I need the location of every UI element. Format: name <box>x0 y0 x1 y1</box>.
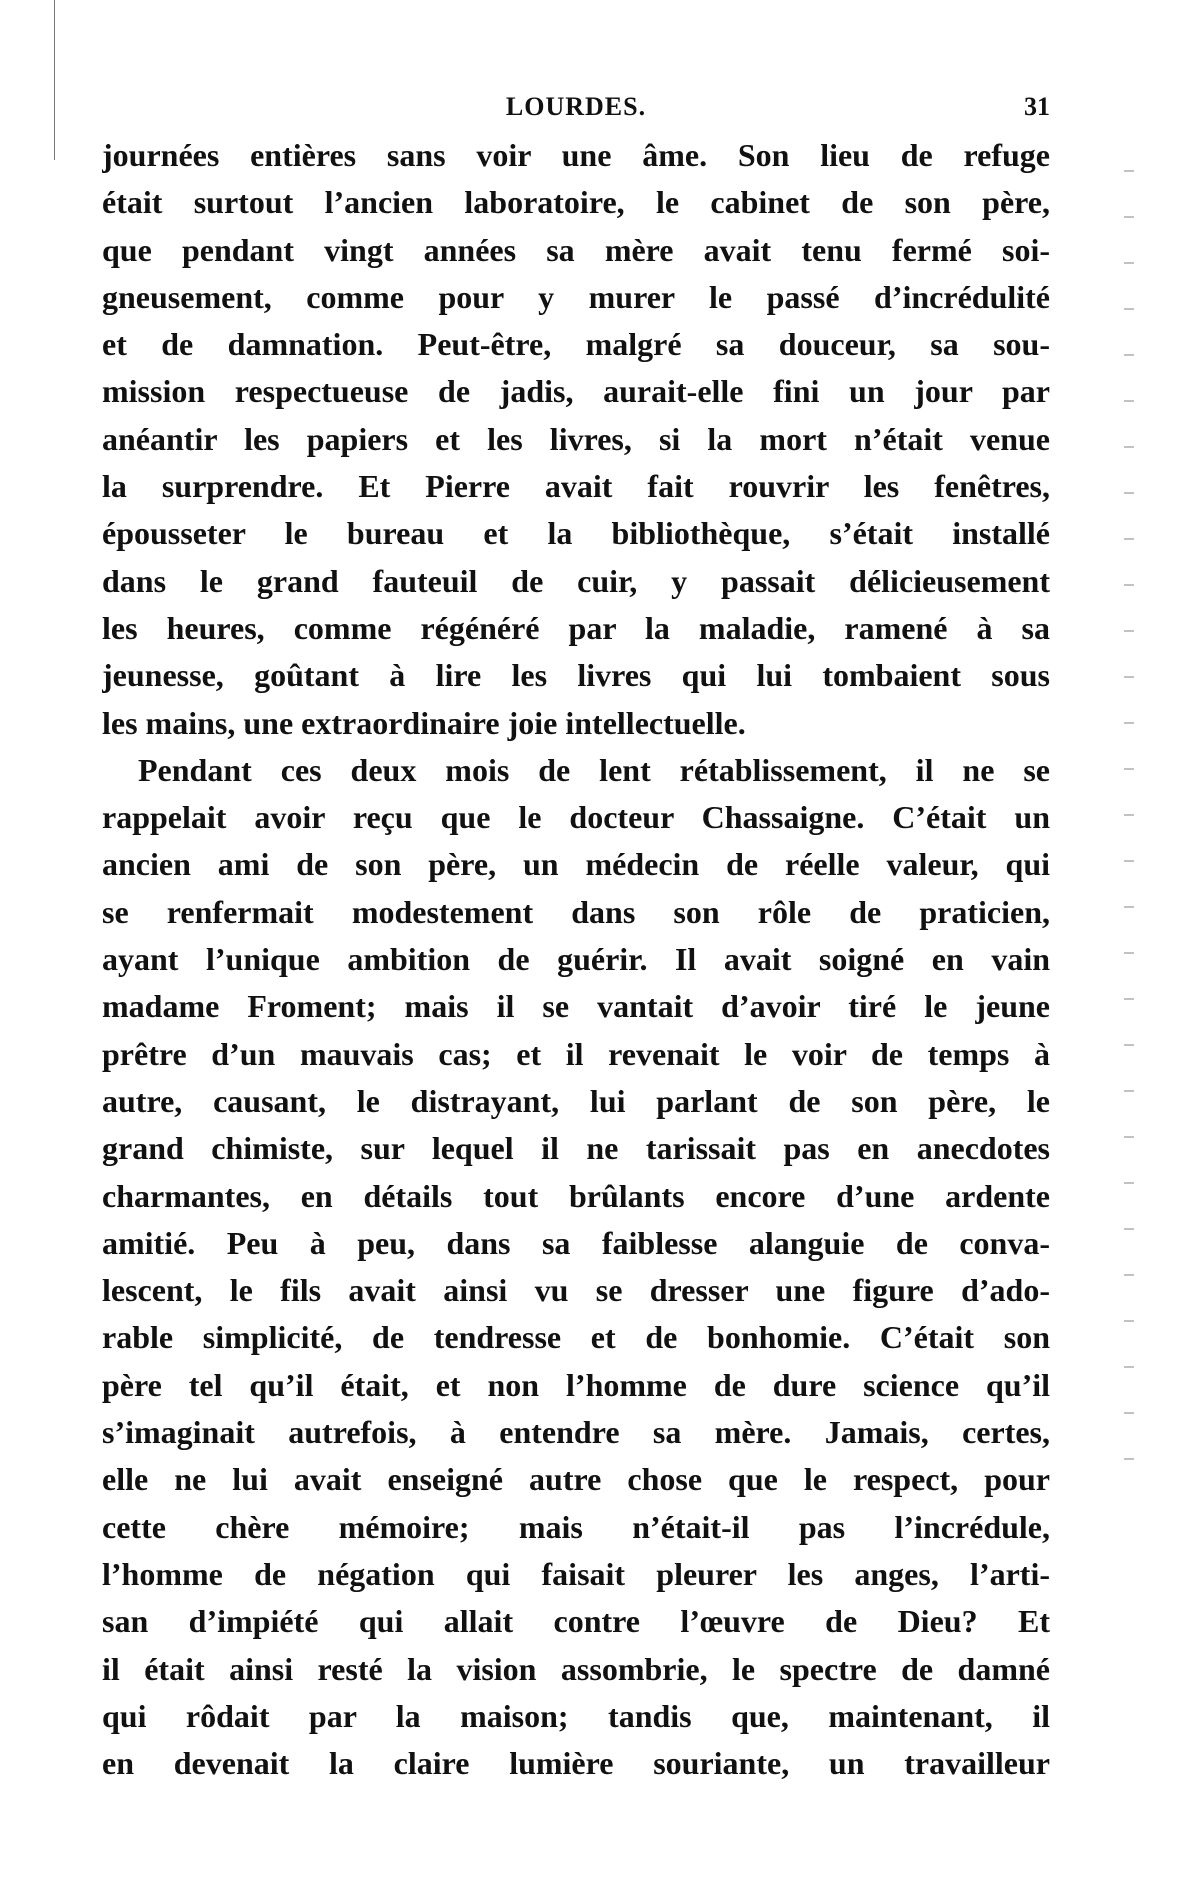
scan-edge-marks <box>1124 170 1134 1470</box>
text-line: rable simplicité, de tendresse et de bonhomie. C’était son <box>102 1319 1050 1356</box>
text-line: madame Froment; mais il se vantait d’avoir tiré le jeune <box>102 988 1050 1025</box>
text-line: en devenait la claire lumière souriante, un travailleur <box>102 1745 1050 1782</box>
text-line: ayant l’unique ambition de guérir. Il avait soigné en vain <box>102 941 1050 978</box>
text-line: autre, causant, le distrayant, lui parlant de son père, le <box>102 1082 1050 1119</box>
page-number: 31 <box>1024 92 1050 121</box>
text-line: et de damnation. Peut-être, malgré sa douceur, sa sou- <box>102 326 1050 363</box>
page-header <box>102 92 1050 132</box>
text-line: mission respectueuse de jadis, aurait-elle fini un jour par <box>102 373 1050 410</box>
text-line: se renfermait modestement dans son rôle de praticien, <box>102 893 1050 930</box>
text-line: cette chère mémoire; mais n’était-il pas l’incrédule, <box>102 1508 1050 1545</box>
text-line: anéantir les papiers et les livres, si la mort n’était venue <box>102 420 1050 457</box>
text-line: jeunesse, goûtant à lire les livres qui lui tombaient sous <box>102 657 1050 694</box>
text-line: journées entières sans voir une âme. Son lieu de refuge <box>102 137 1050 173</box>
body-text <box>102 132 1050 1787</box>
text-line: épousseter le bureau et la bibliothèque, s’était installé <box>102 515 1050 552</box>
text-line: grand chimiste, sur lequel il ne tarissait pas en anecdotes <box>102 1130 1050 1167</box>
text-line: charmantes, en détails tout brûlants encore d’une ardente <box>102 1177 1050 1214</box>
text-line: qui rôdait par la maison; tandis que, maintenant, il <box>102 1697 1050 1734</box>
text-line: amitié. Peu à peu, dans sa faiblesse alanguie de conva- <box>102 1224 1050 1261</box>
running-title: LOURDES. <box>505 92 647 121</box>
text-line: la surprendre. Et Pierre avait fait rouvrir les fenêtres, <box>102 468 1050 505</box>
text-line: les heures, comme régénéré par la maladie, ramené à sa <box>102 609 1050 646</box>
text-line: san d’impiété qui allait contre l’œuvre de Dieu? Et <box>102 1603 1050 1640</box>
text-line: rappelait avoir reçu que le docteur Chassaigne. C’était un <box>102 799 1050 836</box>
text-line: elle ne lui avait enseigné autre chose que le respect, pour <box>102 1461 1050 1498</box>
text-line: était surtout l’ancien laboratoire, le cabinet de son père, <box>102 184 1050 221</box>
text-line: il était ainsi resté la vision assombrie, le spectre de damné <box>102 1650 1050 1687</box>
text-line: l’homme de négation qui faisait pleurer les anges, l’arti- <box>102 1555 1050 1592</box>
text-line: père tel qu’il était, et non l’homme de dure science qu’il <box>102 1366 1050 1403</box>
text-line: ancien ami de son père, un médecin de réelle valeur, qui <box>102 846 1050 883</box>
text-line: prêtre d’un mauvais cas; et il revenait le voir de temps à <box>102 1035 1050 1072</box>
text-line: lescent, le fils avait ainsi vu se dresser une figure d’ado- <box>102 1272 1050 1309</box>
scan-margin-line <box>54 0 55 160</box>
text-line: Pendant ces deux mois de lent rétablissement, il ne se <box>138 751 1050 788</box>
text-line: s’imaginait autrefois, à entendre sa mère. Jamais, certes, <box>102 1414 1050 1451</box>
text-line: dans le grand fauteuil de cuir, y passait délicieusement <box>102 562 1050 599</box>
text-line: que pendant vingt années sa mère avait tenu fermé soi- <box>102 231 1050 268</box>
text-line: les mains, une extraordinaire joie intellectuelle. <box>102 704 746 741</box>
text-line: gneusement, comme pour y murer le passé d’incrédulité <box>102 278 1050 315</box>
